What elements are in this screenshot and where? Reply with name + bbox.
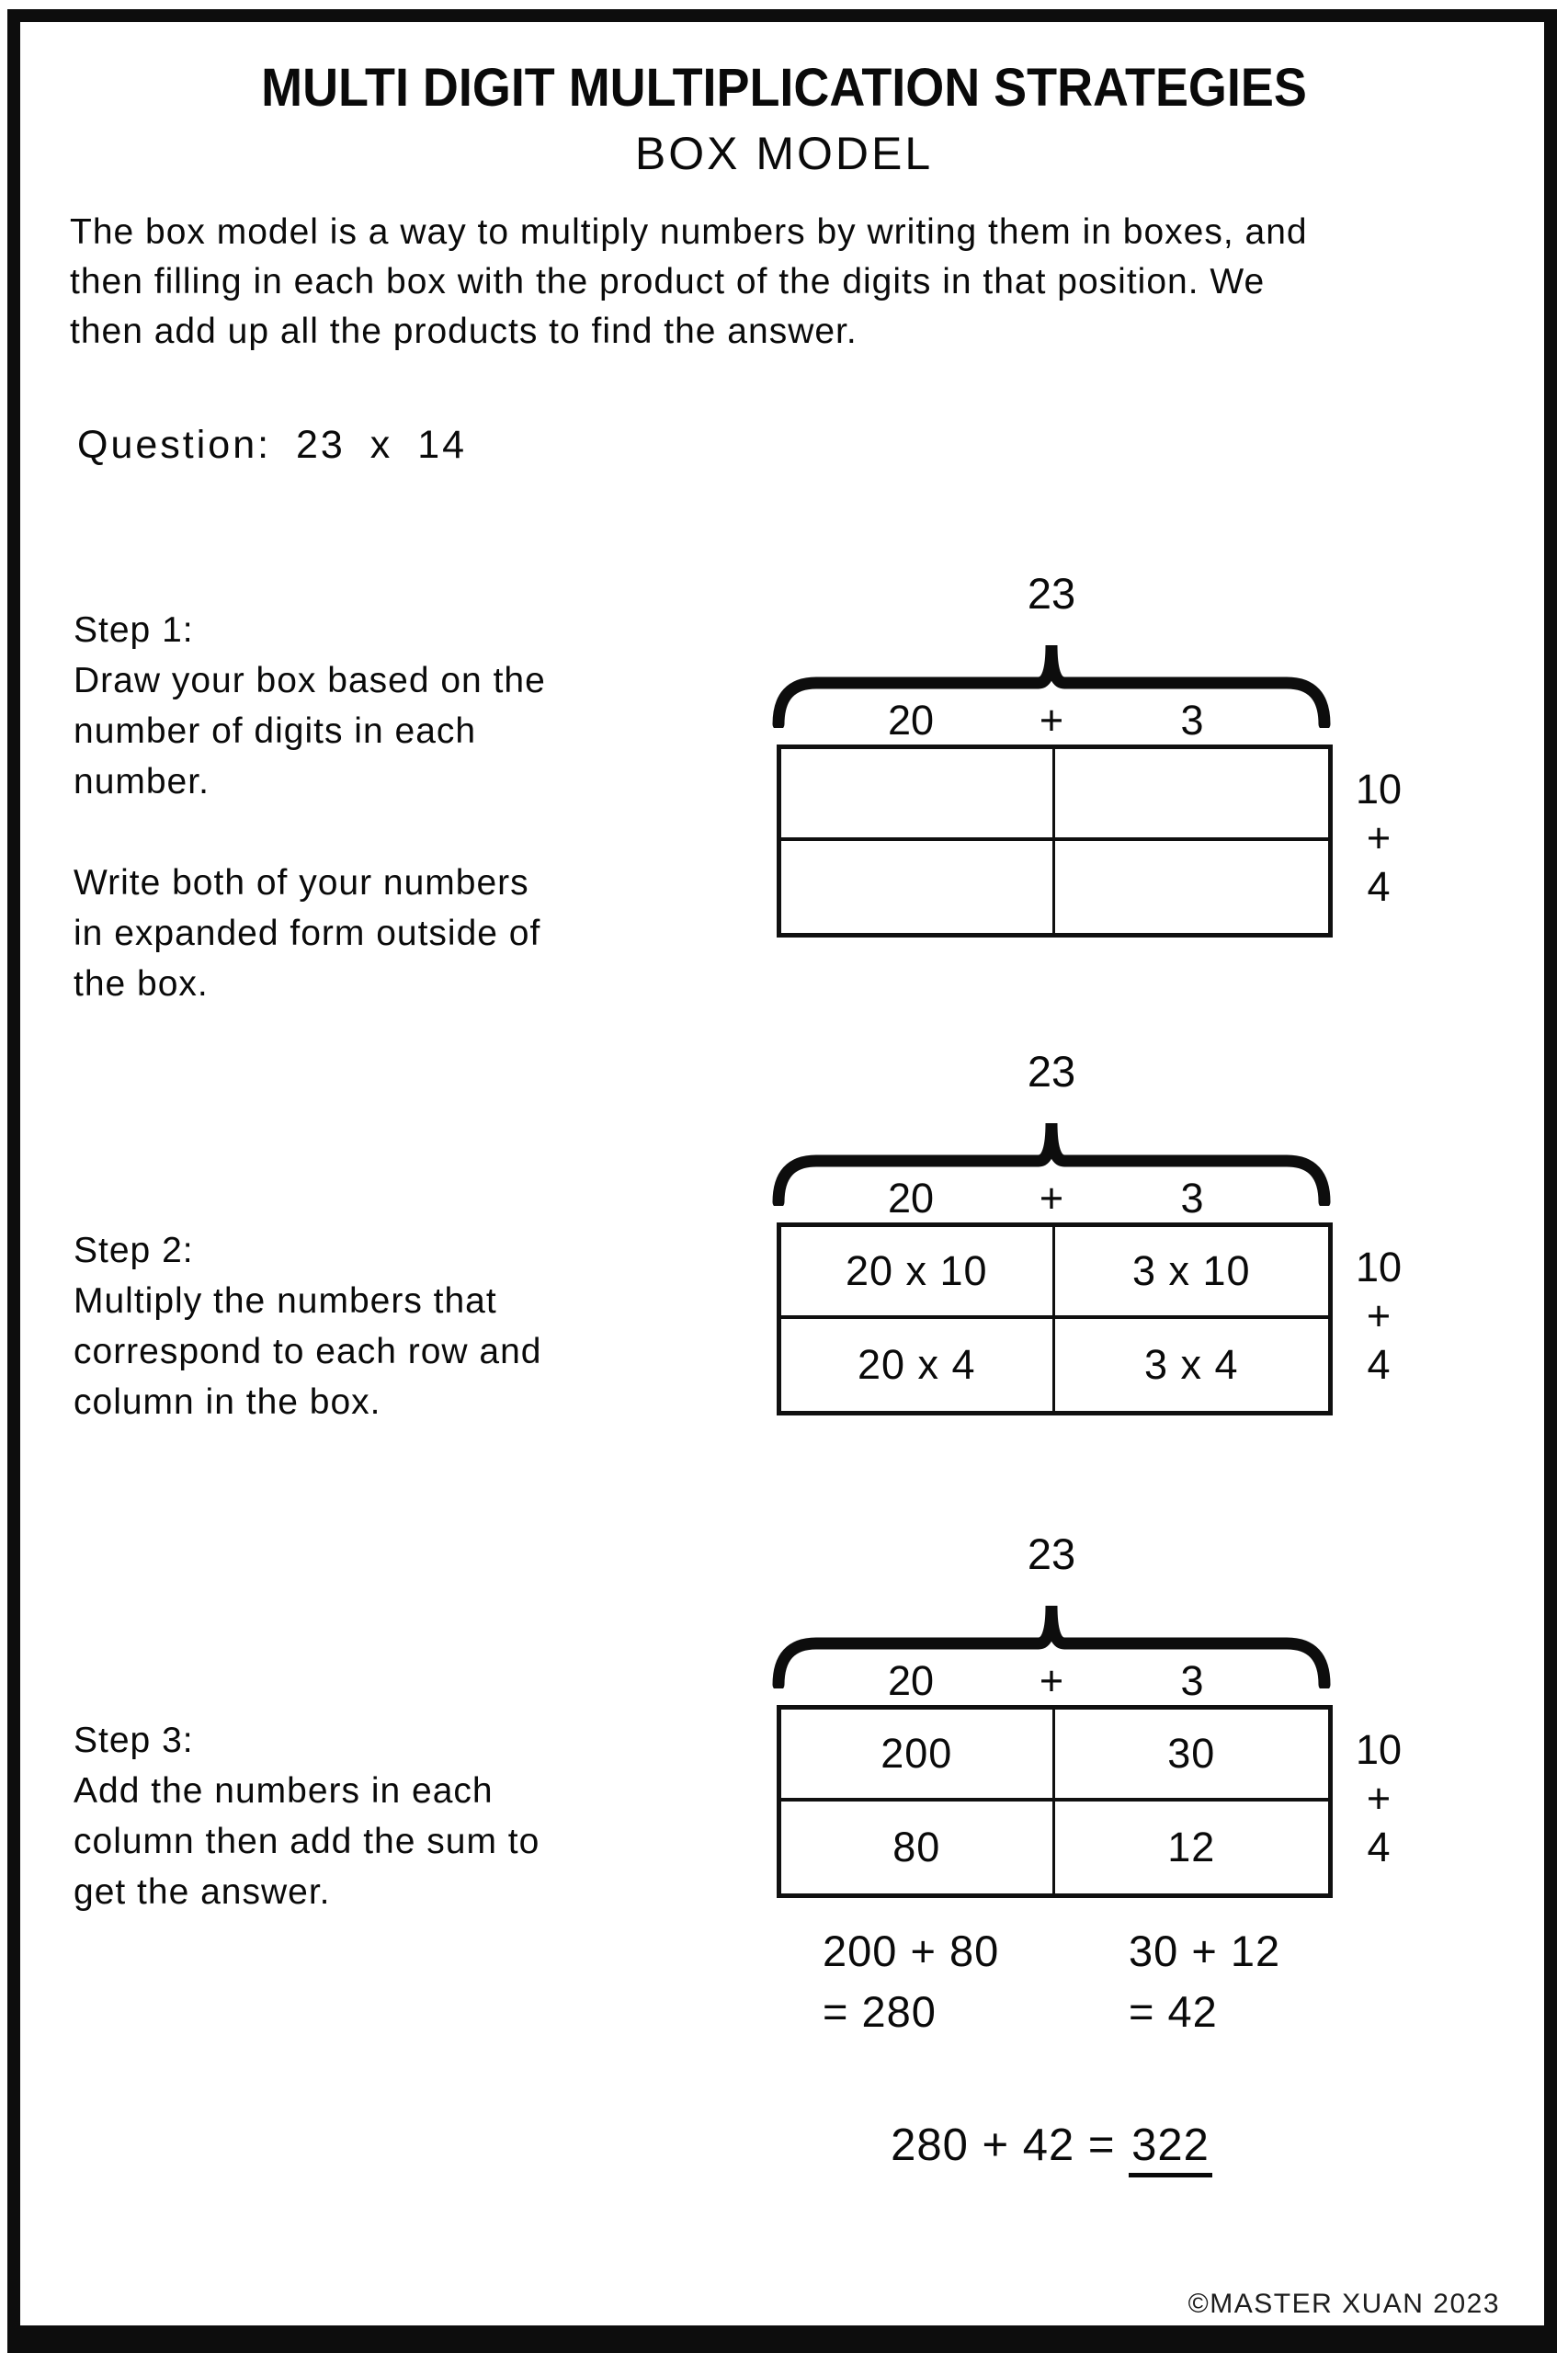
diagram2-column-headers: [770, 1175, 1333, 1222]
grid-cell: 20 x 4: [781, 1319, 1055, 1411]
plus-sign: +: [1039, 697, 1064, 744]
intro-line: then add up all the products to find the answer.: [70, 312, 858, 351]
step2-label: Step 2:: [74, 1231, 194, 1270]
intro-line: The box model is a way to multiply numbers by writing them in boxes, and: [70, 212, 1308, 252]
grid-cell: 3 x 4: [1143, 1341, 1239, 1388]
grid-cell: [1055, 749, 1329, 841]
sum-result: = 42: [1129, 1987, 1218, 2036]
step3-line: column then add the sum to: [74, 1822, 540, 1861]
page-title: MULTI DIGIT MULTIPLICATION STRATEGIES: [261, 58, 1307, 118]
grid-cell: 3 x 10: [1055, 1227, 1329, 1319]
row-header-bottom: 4: [1367, 1824, 1391, 1870]
diagram3-column-headers: [770, 1657, 1333, 1705]
plus-sign: +: [1039, 1657, 1064, 1704]
diagram3-total-number: 23: [1027, 1529, 1076, 1578]
question-text: Question: 23 x 14: [77, 423, 468, 467]
grid-cell: 12: [1167, 1824, 1216, 1870]
final-expression: 280 + 42 =: [891, 2120, 1130, 2170]
box-model-grid: [777, 1705, 1333, 1898]
paragraph-gap: [74, 807, 546, 858]
grid-cell: [781, 749, 1055, 841]
row-header-top: 10: [1355, 766, 1403, 813]
step3-label: Step 3:: [74, 1721, 194, 1760]
column-header-right: 3: [1180, 1657, 1204, 1704]
column-header-right: 3: [1180, 1175, 1204, 1222]
step1-label: Step 1:: [74, 610, 194, 650]
plus-sign: +: [1366, 1775, 1392, 1822]
box-model-diagram-step1: [770, 568, 1414, 991]
step1-line: the box.: [74, 964, 209, 1004]
final-answer-line: [770, 2120, 1333, 2171]
grid-cell: 20 x 10: [781, 1227, 1055, 1319]
column-header-left: 20: [887, 697, 935, 744]
step1-line: Write both of your numbers: [74, 863, 529, 903]
plus-sign: +: [1366, 814, 1392, 861]
row-header-bottom: 4: [1367, 863, 1391, 910]
sum-expression: 30 + 12: [1129, 1927, 1281, 1975]
box-model-diagram-step2: [770, 1046, 1414, 1469]
step1-line: number.: [74, 762, 210, 801]
final-answer-underlined: 322: [1129, 2120, 1212, 2177]
sum-expression: 200 + 80: [823, 1927, 1000, 1975]
row-header-bottom: 4: [1367, 1341, 1391, 1388]
copyright-footer: ©MASTER XUAN 2023: [1187, 2289, 1500, 2319]
grid-cell: [781, 841, 1055, 933]
column-header-left: 20: [887, 1175, 935, 1222]
column-header-right: 3: [1180, 697, 1204, 744]
step1-line: Draw your box based on the: [74, 661, 546, 700]
step1-line: number of digits in each: [74, 711, 477, 751]
step2-instructions: [74, 1225, 541, 1427]
step2-line: correspond to each row and: [74, 1332, 542, 1371]
diagram3-row-headers: [1351, 1705, 1406, 1898]
step3-line: Add the numbers in each: [74, 1771, 494, 1811]
row-header-top: 10: [1355, 1244, 1403, 1290]
plus-sign: +: [1366, 1292, 1392, 1339]
box-model-grid: [777, 745, 1333, 938]
row-header-top: 10: [1355, 1726, 1403, 1773]
diagram1-column-headers: [770, 697, 1333, 745]
diagram1-row-headers: [1351, 745, 1406, 938]
step2-line: column in the box.: [74, 1382, 381, 1422]
step1-line: in expanded form outside of: [74, 914, 541, 953]
intro-line: then filling in each box with the product of the digits in that position. We: [70, 262, 1266, 301]
step3-line: get the answer.: [74, 1872, 331, 1912]
box-model-diagram-step3: [770, 1529, 1414, 1951]
diagram2-row-headers: [1351, 1222, 1406, 1415]
step2-line: Multiply the numbers that: [74, 1281, 497, 1321]
diagram1-total-number: 23: [1027, 569, 1076, 618]
step3-instructions: [74, 1715, 540, 1917]
grid-cell: 30: [1055, 1710, 1329, 1802]
grid-cell: 80: [781, 1802, 1055, 1893]
step1-instructions: [74, 605, 546, 1009]
plus-sign: +: [1039, 1175, 1064, 1222]
column-header-left: 20: [887, 1657, 935, 1704]
diagram2-total-number: 23: [1027, 1047, 1076, 1096]
grid-cell: [1055, 841, 1329, 933]
sum-result: = 280: [823, 1987, 937, 2036]
grid-cell: 200: [781, 1710, 1055, 1802]
right-column-sum: [1129, 1921, 1280, 2042]
left-column-sum: [823, 1921, 999, 2042]
page-subtitle: BOX MODEL: [634, 128, 934, 179]
intro-paragraph: [70, 208, 1308, 357]
box-model-grid: [777, 1222, 1333, 1415]
